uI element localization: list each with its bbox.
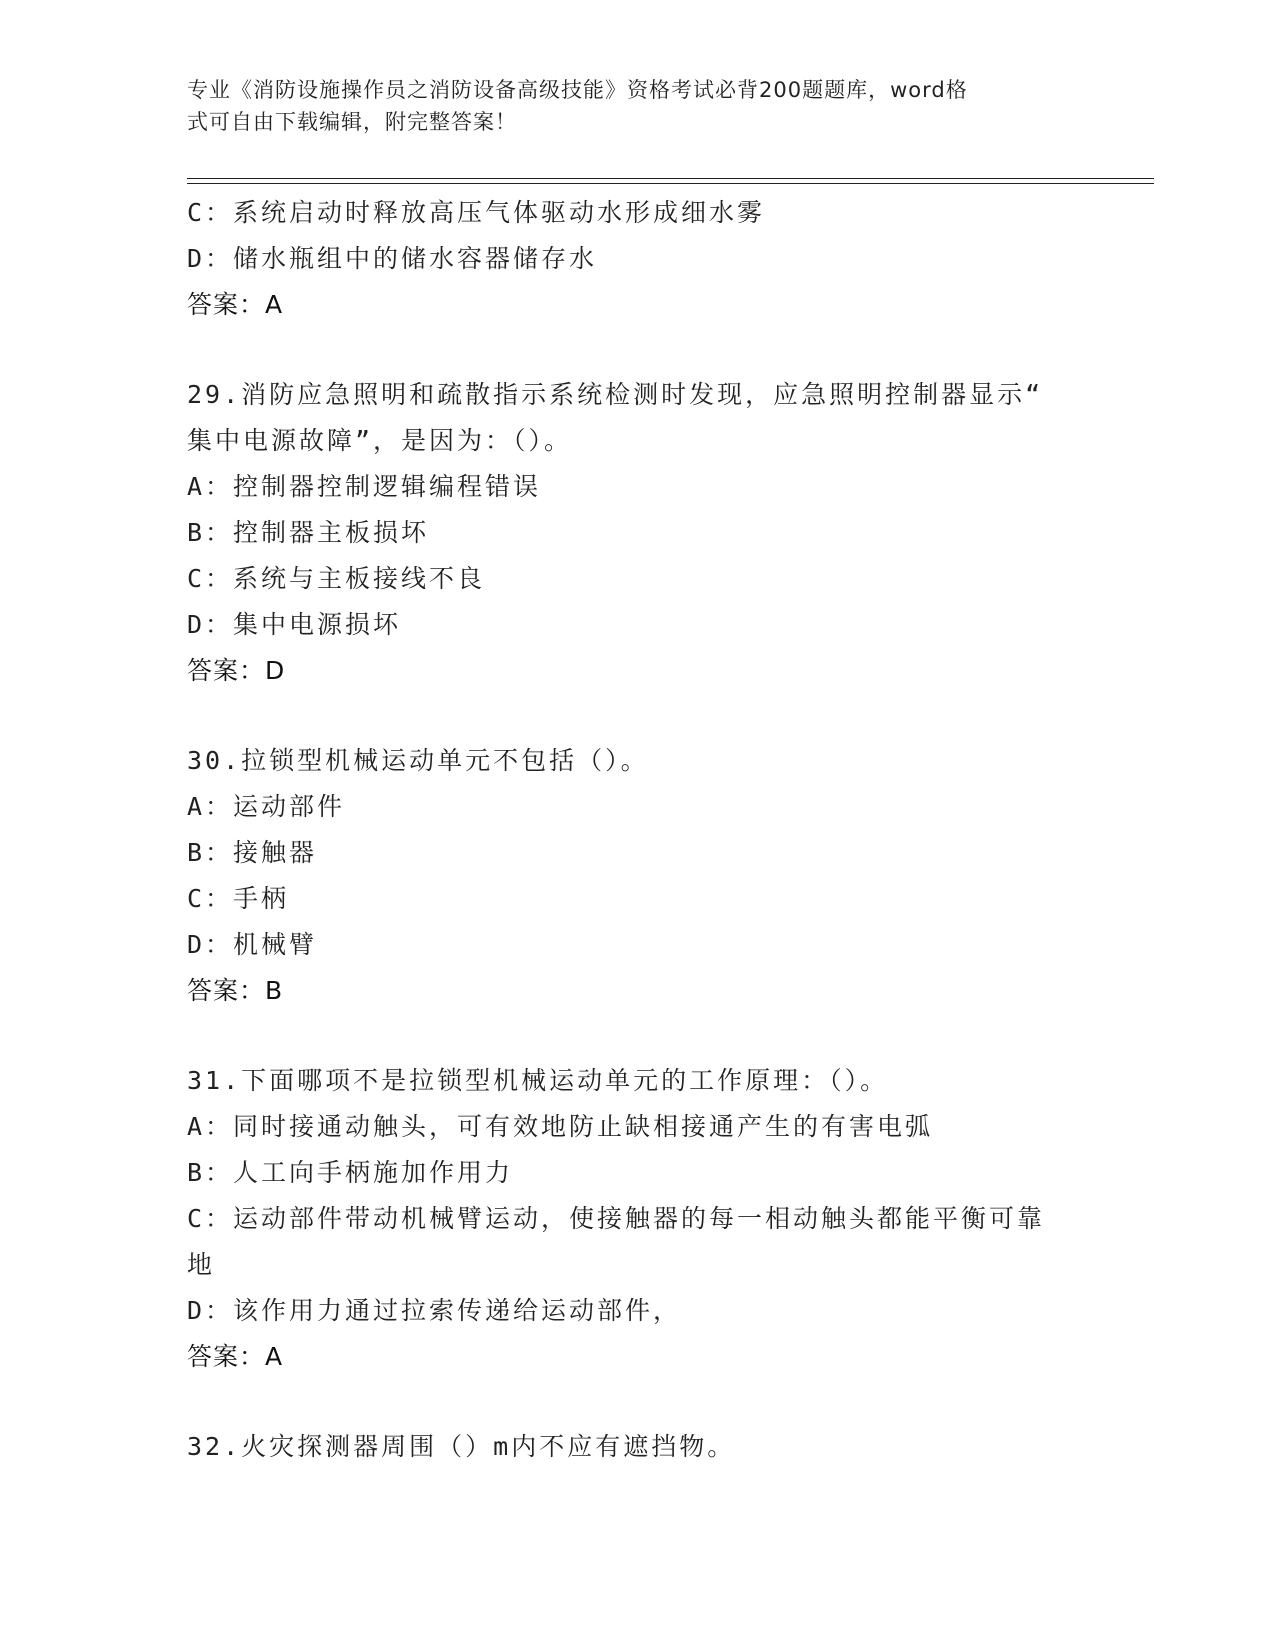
question-29 xyxy=(187,372,1087,694)
question-32 xyxy=(187,1424,1087,1470)
question-stem: 32.火灾探测器周围（）m内不应有遮挡物。 xyxy=(187,1432,736,1461)
question-28-tail xyxy=(187,190,1087,328)
question-30 xyxy=(187,738,1087,1014)
option-c-continued: 地 xyxy=(187,1250,216,1279)
answer: 答案：D xyxy=(187,656,286,685)
question-list xyxy=(187,190,1087,1470)
question-stem: 29.消防应急照明和疏散指示系统检测时发现，应急照明控制器显示“ xyxy=(187,380,1044,409)
option-d: D：机械臂 xyxy=(187,930,318,959)
option-a: A：同时接通动触头，可有效地防止缺相接通产生的有害电弧 xyxy=(187,1112,934,1141)
option-c: C：系统启动时释放高压气体驱动水形成细水雾 xyxy=(187,198,766,227)
option-a: A：控制器控制逻辑编程错误 xyxy=(187,472,542,501)
question-31 xyxy=(187,1058,1087,1380)
option-c: C：运动部件带动机械臂运动，使接触器的每一相动触头都能平衡可靠 xyxy=(187,1204,1046,1233)
header-rule-top xyxy=(187,178,1154,179)
answer: 答案：A xyxy=(187,1342,284,1371)
option-d: D：储水瓶组中的储水容器储存水 xyxy=(187,244,598,273)
question-stem-continued: 集中电源故障”，是因为：（）。 xyxy=(187,426,573,455)
answer: 答案：A xyxy=(187,290,284,319)
header-line-1: 专业《消防设施操作员之消防设备高级技能》资格考试必背200题题库，word格 xyxy=(187,78,968,102)
option-b: B：人工向手柄施加作用力 xyxy=(187,1158,514,1187)
header-line-2: 式可自由下载编辑，附完整答案！ xyxy=(187,110,517,134)
option-b: B：控制器主板损坏 xyxy=(187,518,430,547)
option-c: C：系统与主板接线不良 xyxy=(187,564,486,593)
question-stem: 31.下面哪项不是拉锁型机械运动单元的工作原理：（）。 xyxy=(187,1066,889,1095)
option-a: A：运动部件 xyxy=(187,792,346,821)
option-b: B：接触器 xyxy=(187,838,318,867)
answer: 答案：B xyxy=(187,976,284,1005)
option-d: D：集中电源损坏 xyxy=(187,610,402,639)
document-header xyxy=(187,74,1067,138)
header-rule-bottom xyxy=(187,183,1154,184)
option-c: C：手柄 xyxy=(187,884,290,913)
question-stem: 30.拉锁型机械运动单元不包括（）。 xyxy=(187,746,649,775)
option-d: D：该作用力通过拉索传递给运动部件， xyxy=(187,1296,682,1325)
